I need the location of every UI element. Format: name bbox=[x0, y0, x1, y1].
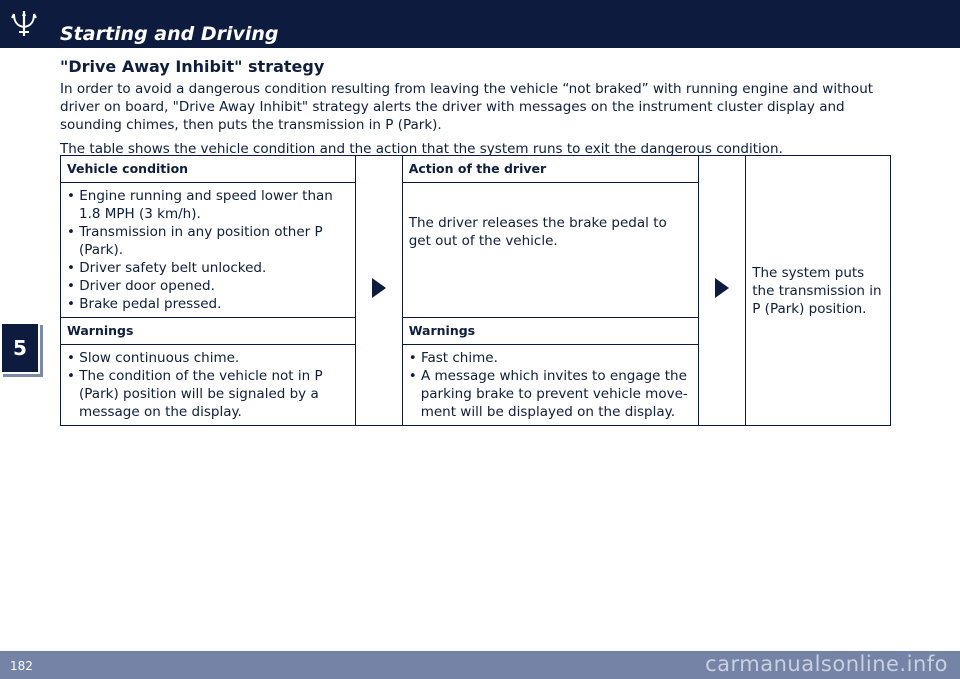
list-item: • Driver safety belt unlocked. bbox=[67, 259, 349, 277]
driver-action-cell: The driver releases the brake pedal to get out of the vehicle. bbox=[402, 183, 699, 318]
table-intro-paragraph: The table shows the vehicle condition and the action that the system runs to exit the dangerous condition. bbox=[60, 141, 783, 157]
list-item: • Driver door opened. bbox=[67, 277, 349, 295]
page-header bbox=[0, 0, 960, 48]
list-item: • Brake pedal pressed. bbox=[67, 295, 349, 313]
vehicle-condition-header: Vehicle condition bbox=[61, 156, 356, 183]
list-item: • A message which invites to engage the parking brake to prevent vehicle move-ment will be displayed on the display. bbox=[409, 367, 693, 421]
warnings-cell-1 bbox=[61, 345, 356, 426]
driver-action-header: Action of the driver bbox=[402, 156, 699, 183]
arrow-right-icon bbox=[715, 278, 729, 298]
warnings-header-2: Warnings bbox=[402, 318, 699, 345]
watermark: carmanualsonline.info bbox=[705, 652, 948, 676]
condition-list bbox=[67, 187, 349, 313]
list-item: • The condition of the vehicle not in P (Park) position will be signaled by a message on the display. bbox=[67, 367, 349, 421]
drive-away-inhibit-table bbox=[60, 155, 891, 426]
list-item: • Fast chime. bbox=[409, 349, 693, 367]
arrow-right-icon bbox=[372, 278, 386, 298]
page-number: 182 bbox=[10, 659, 33, 673]
page-footer bbox=[0, 651, 960, 679]
section-content bbox=[60, 56, 890, 164]
system-result: The system puts the transmission in P (Park) position. bbox=[746, 156, 891, 426]
warnings-cell-2 bbox=[402, 345, 699, 426]
section-title: "Drive Away Inhibit" strategy bbox=[60, 57, 325, 76]
intro-paragraph: In order to avoid a dangerous condition resulting from leaving the vehicle “not braked” with running engine and without driver on board, "Drive Away Inhibit" strategy alerts the driver with messages on the instrument cluster display and sounding chimes, then puts the transmission in P (Park). bbox=[60, 81, 874, 133]
warnings-list-1 bbox=[67, 349, 349, 421]
trident-logo-icon bbox=[8, 8, 40, 40]
list-item: • Engine running and speed lower than 1.8 MPH (3 km/h). bbox=[67, 187, 349, 223]
chapter-title: Starting and Driving bbox=[60, 23, 279, 45]
arrow-cell-2 bbox=[699, 156, 746, 426]
warnings-header-1: Warnings bbox=[61, 318, 356, 345]
list-item: • Transmission in any position other P (Park). bbox=[67, 223, 349, 259]
chapter-number-tab: 5 bbox=[0, 322, 40, 374]
vehicle-condition-cell bbox=[61, 183, 356, 318]
list-item: • Slow continuous chime. bbox=[67, 349, 349, 367]
warnings-list-2 bbox=[409, 349, 693, 421]
arrow-cell-1 bbox=[355, 156, 402, 426]
